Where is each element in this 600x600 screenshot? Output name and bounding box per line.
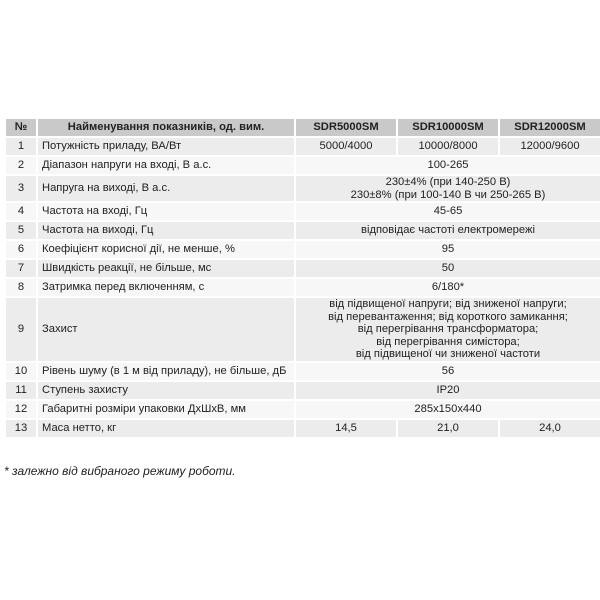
row-value: 56 — [296, 363, 600, 380]
row-name: Захист — [38, 298, 294, 361]
row-value-line: 230±4% (при 140-250 В) — [385, 176, 511, 188]
row-value-line: від підвищеної чи зниженої частоти — [355, 348, 541, 360]
row-name: Частота на виході, Гц — [38, 222, 294, 239]
row-value: 14,5 — [296, 420, 396, 437]
table-row — [6, 222, 600, 239]
row-value-line: 230±8% (при 100-140 В чи 250-265 В) — [350, 188, 546, 201]
row-value: 10000/8000 — [398, 138, 498, 155]
row-num: 4 — [6, 203, 36, 220]
row-value: 5000/4000 — [296, 138, 396, 155]
row-value — [296, 176, 600, 201]
row-name: Ступень захисту — [38, 382, 294, 399]
header-model-sdr5000sm: SDR5000SM — [296, 119, 396, 136]
header-num: № — [6, 119, 36, 136]
row-num: 13 — [6, 420, 36, 437]
row-value: 24,0 — [500, 420, 600, 437]
table-row — [6, 241, 600, 258]
header-model-sdr12000sm: SDR12000SM — [500, 119, 600, 136]
row-num: 3 — [6, 176, 36, 201]
row-num: 11 — [6, 382, 36, 399]
row-name: Діапазон напруги на вході, В а.с. — [38, 157, 294, 174]
row-num: 9 — [6, 298, 36, 361]
row-value: 285х150х440 — [296, 401, 600, 418]
table-row — [6, 260, 600, 277]
row-value: 6/180* — [296, 279, 600, 296]
table-row — [6, 298, 600, 361]
row-num: 7 — [6, 260, 36, 277]
row-name: Частота на вході, Гц — [38, 203, 294, 220]
row-name: Швидкість реакції, не більше, мс — [38, 260, 294, 277]
row-num: 12 — [6, 401, 36, 418]
row-name: Затримка перед включенням, с — [38, 279, 294, 296]
footnote: * залежно від вибраного режиму роботи. — [4, 464, 236, 478]
table-row — [6, 420, 600, 437]
row-num: 5 — [6, 222, 36, 239]
row-value — [296, 298, 600, 361]
table-row — [6, 203, 600, 220]
row-num: 8 — [6, 279, 36, 296]
table-row — [6, 176, 600, 201]
table-row — [6, 157, 600, 174]
row-name: Маса нетто, кг — [38, 420, 294, 437]
row-name: Напруга на виході, В а.с. — [38, 176, 294, 201]
table-row — [6, 401, 600, 418]
row-value: 21,0 — [398, 420, 498, 437]
specs-table — [4, 117, 600, 439]
row-value: 45-65 — [296, 203, 600, 220]
header-name: Найменування показників, од. вим. — [38, 119, 294, 136]
row-value-line: від перевантаження; від короткого замикання; — [328, 310, 568, 323]
row-name: Потужність приладу, ВА/Вт — [38, 138, 294, 155]
row-value: 50 — [296, 260, 600, 277]
row-num: 6 — [6, 241, 36, 258]
row-num: 1 — [6, 138, 36, 155]
row-value: IP20 — [296, 382, 600, 399]
row-num: 10 — [6, 363, 36, 380]
row-value: відповідає частоті електромережі — [296, 222, 600, 239]
row-num: 2 — [6, 157, 36, 174]
row-value: 12000/9600 — [500, 138, 600, 155]
row-value-line: від перегрівання трансформатора; — [357, 323, 539, 335]
row-name: Рівень шуму (в 1 м від приладу), не більше, дБ — [38, 363, 294, 380]
row-value-line: від підвищеної напруги; від зниженої напруги; — [329, 298, 567, 310]
row-value: 95 — [296, 241, 600, 258]
row-value: 100-265 — [296, 157, 600, 174]
table-row — [6, 382, 600, 399]
table-row — [6, 363, 600, 380]
row-value-line: від перегрівання симістора; — [376, 335, 520, 348]
table-row — [6, 138, 600, 155]
row-name: Коефіцієнт корисної дії, не менше, % — [38, 241, 294, 258]
table-row — [6, 279, 600, 296]
header-row — [6, 119, 600, 136]
header-model-sdr10000sm: SDR10000SM — [398, 119, 498, 136]
row-name: Габаритні розміри упаковки ДхШхВ, мм — [38, 401, 294, 418]
